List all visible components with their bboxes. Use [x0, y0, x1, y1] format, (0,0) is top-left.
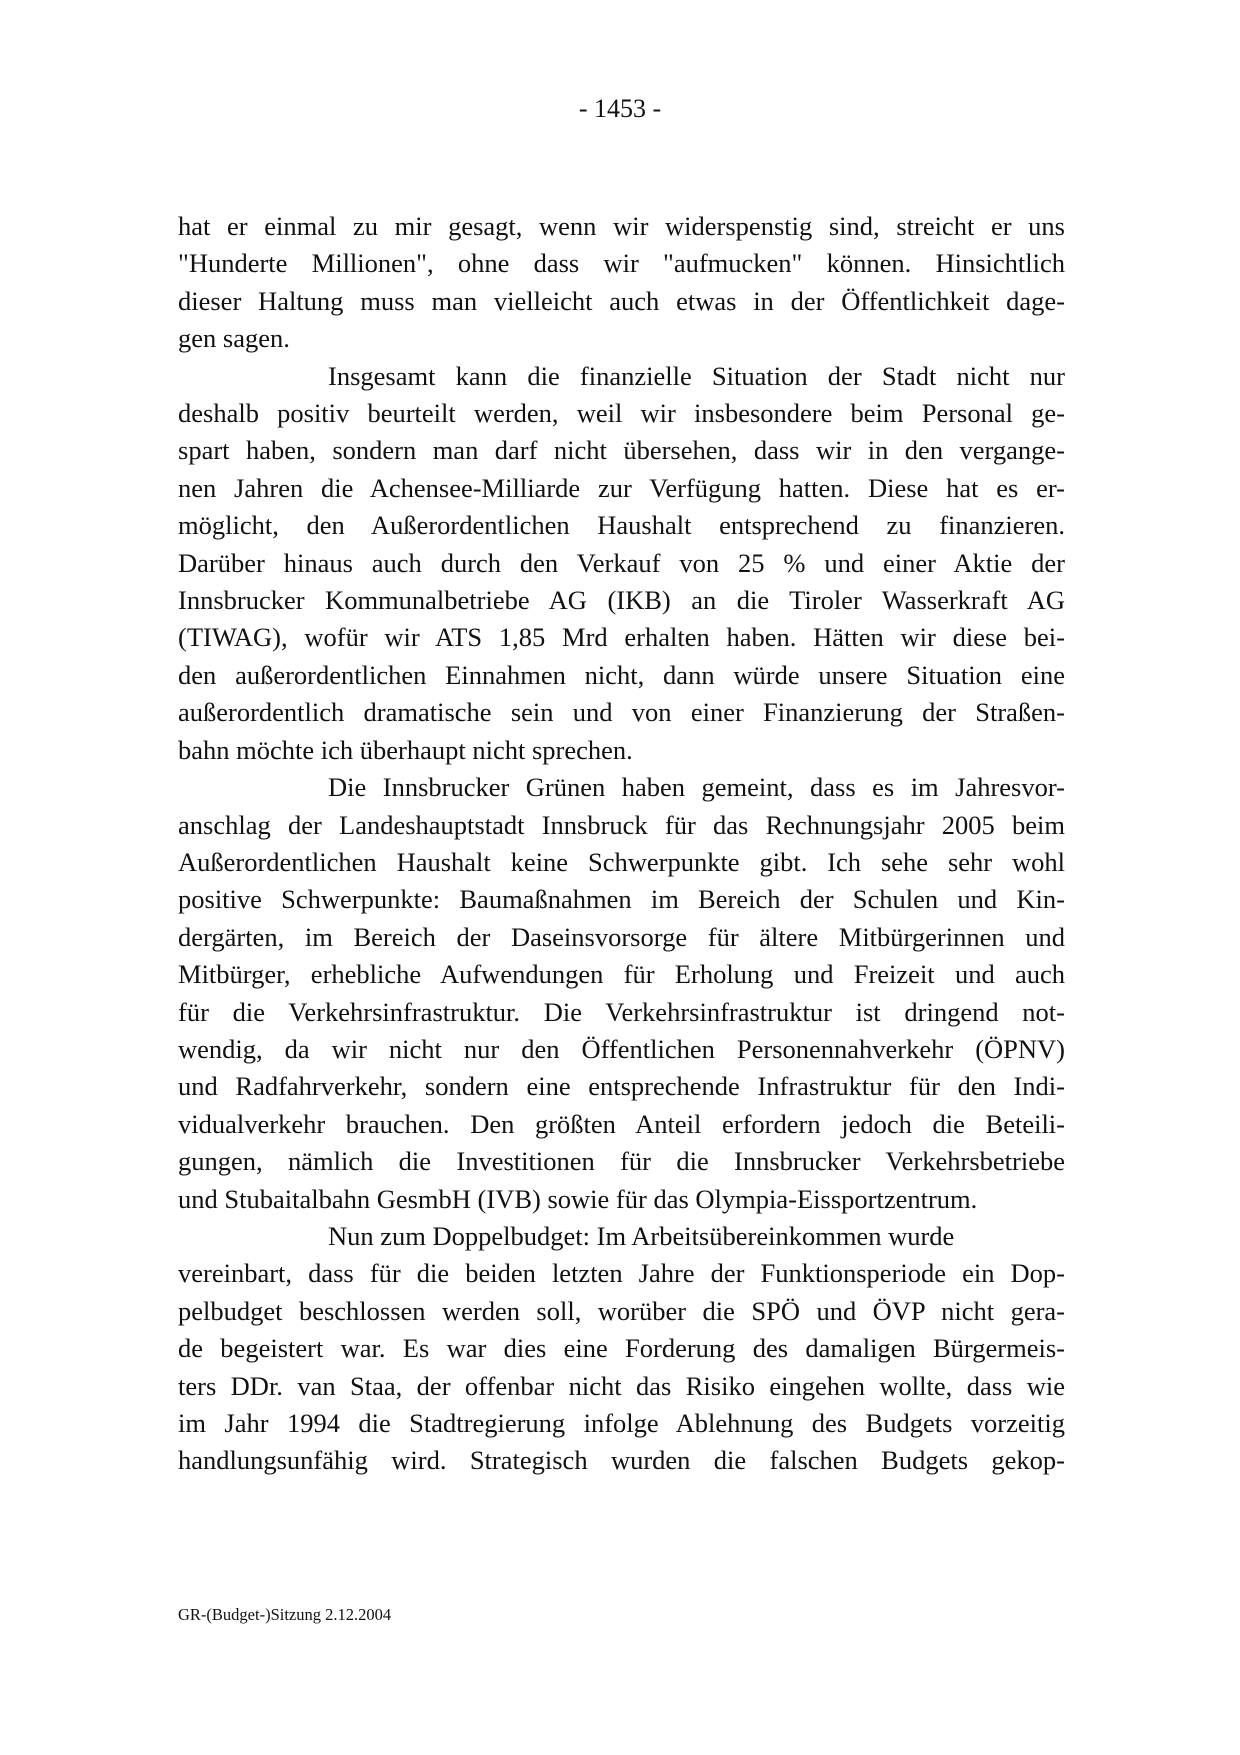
text-line: dergärten, im Bereich der Daseinsvorsorge für ältere Mitbürgerinnen und: [178, 921, 1065, 952]
text-line: dieser Haltung muss man vielleicht auch etwas in der Öffentlichkeit dage-: [178, 285, 1065, 316]
text-line: deshalb positiv beurteilt werden, weil wir insbesondere beim Personal ge-: [178, 398, 1065, 429]
paragraph-4: [178, 1218, 1065, 1480]
text-line: hat er einmal zu mir gesagt, wenn wir widerspenstig sind, streicht er uns: [178, 211, 1065, 241]
text-line: und Radfahrverkehr, sondern eine entsprechende Infrastruktur für den Indi-: [178, 1071, 1065, 1102]
text-line: Darüber hinaus auch durch den Verkauf von 25 % und einer Aktie der: [178, 547, 1065, 578]
text-line: im Jahr 1994 die Stadtregierung infolge Ablehnung des Budgets vorzeitig: [178, 1408, 1065, 1438]
text-line: Innsbrucker Kommunalbetriebe AG (IKB) an die Tiroler Wasserkraft AG: [178, 585, 1065, 616]
text-line: nen Jahren die Achensee-Milliarde zur Verfügung hatten. Diese hat es er-: [178, 472, 1065, 503]
text-line: de begeistert war. Es war dies eine Forderung des damaligen Bürgermeis-: [178, 1333, 1065, 1364]
text-line: vidualverkehr brauchen. Den größten Anteil erfordern jedoch die Beteili-: [178, 1108, 1065, 1139]
text-line: Mitbürger, erhebliche Aufwendungen für Erholung und Freizeit und auch: [178, 959, 1065, 990]
text-line: wendig, da wir nicht nur den Öffentlichen Personennahverkehr (ÖPNV): [178, 1033, 1065, 1064]
text-line: (TIWAG), wofür wir ATS 1,85 Mrd erhalten haben. Hätten wir diese bei-: [178, 622, 1065, 653]
body-text: [178, 208, 1065, 1480]
text-line: den außerordentlichen Einnahmen nicht, dann würde unsere Situation eine: [178, 659, 1065, 690]
text-line: gen sagen.: [178, 323, 290, 354]
text-line: für die Verkehrsinfrastruktur. Die Verkehrsinfrastruktur ist dringend not-: [178, 996, 1065, 1027]
paragraph-2: [178, 358, 1065, 769]
text-line: Nun zum Doppelbudget: Im Arbeitsübereinkommen wurde: [328, 1220, 955, 1251]
page-number: - 1453 -: [578, 94, 662, 123]
text-line: außerordentlich dramatische sein und von einer Finanzierung der Straßen-: [178, 697, 1065, 728]
text-line: anschlag der Landeshauptstadt Innsbruck für das Rechnungsjahr 2005 beim: [178, 809, 1065, 840]
text-line: Die Innsbrucker Grünen haben gemeint, dass es im Jahresvor-: [328, 772, 1065, 803]
page-footer: GR-(Budget-)Sitzung 2.12.2004: [178, 1605, 392, 1624]
text-line: vereinbart, dass für die beiden letzten Jahre der Funktionsperiode ein Dop-: [178, 1258, 1065, 1289]
text-line: pelbudget beschlossen werden soll, worüber die SPÖ und ÖVP nicht gera-: [178, 1295, 1065, 1326]
text-line: möglicht, den Außerordentlichen Haushalt entsprechend zu finanzieren.: [178, 510, 1065, 541]
text-line: gungen, nämlich die Investitionen für die Innsbrucker Verkehrsbetriebe: [178, 1146, 1065, 1177]
text-line: ters DDr. van Staa, der offenbar nicht das Risiko eingehen wollte, dass wie: [178, 1370, 1065, 1401]
text-line: handlungsunfähig wird. Strategisch wurden die falschen Budgets gekop-: [178, 1445, 1065, 1476]
text-line: spart haben, sondern man darf nicht übersehen, dass wir in den vergange-: [178, 435, 1065, 466]
text-line: positive Schwerpunkte: Baumaßnahmen im Bereich der Schulen und Kin-: [178, 884, 1065, 915]
paragraph-1: [178, 208, 1065, 358]
paragraph-3: [178, 769, 1065, 1218]
text-line: und Stubaitalbahn GesmbH (IVB) sowie für das Olympia-Eissportzentrum.: [178, 1183, 978, 1214]
text-line: "Hunderte Millionen", ohne dass wir "aufmucken" können. Hinsichtlich: [178, 248, 1065, 279]
text-line: Insgesamt kann die finanzielle Situation der Stadt nicht nur: [328, 360, 1065, 391]
text-line: Außerordentlichen Haushalt keine Schwerpunkte gibt. Ich sehe sehr wohl: [178, 846, 1065, 877]
text-line: bahn möchte ich überhaupt nicht sprechen.: [178, 734, 633, 765]
